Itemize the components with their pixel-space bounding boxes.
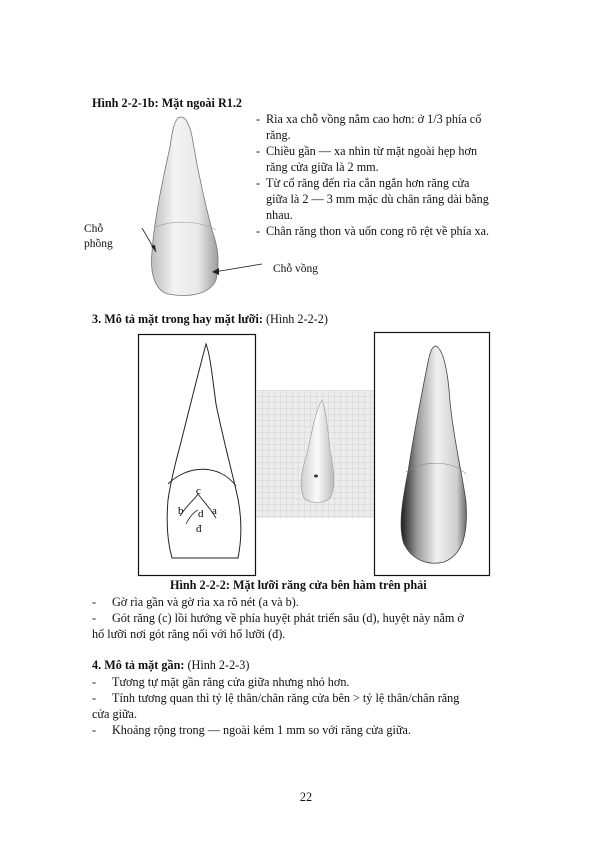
letter-a: a [212, 505, 217, 517]
letter-c: c [196, 485, 201, 497]
label-cho-phong: Chỗ phồng [84, 223, 113, 250]
note-item: - Chiều gần — xa nhìn từ mặt ngoài hẹp hơn răng cửa giữa là 2 mm. [256, 144, 478, 174]
note-item: - Rìa xa chỗ vồng nằm cao hơn: ở 1/3 phía cổ răng. [256, 112, 482, 142]
tooth-lingual-photo [374, 332, 490, 576]
letter-d: d [198, 508, 204, 520]
letter-dd: đ [196, 523, 202, 535]
list-item: - Khoảng rộng trong — ngoài kém 1 mm so với răng cửa giữa. [92, 723, 411, 737]
figure-2-caption: Hình 2-2-2: Mặt lưỡi răng cửa bên hàm trên phải [170, 578, 427, 592]
list-item: - Tính tương quan thì tỷ lệ thân/chân răng cửa bên > tỷ lệ thân/chân răng cửa giữa. [92, 691, 460, 721]
list-item: - Gót răng (c) lồi hướng về phía huyệt phát triển sâu (d), huyệt này nằm ở hố lưỡi nơi gót răng nối với hố lưỡi (đ). [92, 611, 464, 641]
note-item: - Chân răng thon và uốn cong rõ rệt về phía xa. [256, 224, 490, 238]
section-4-heading: 4. Mô tả mặt gần: (Hình 2-2-3) [92, 658, 250, 672]
label-cho-vong: Chỗ vồng [273, 263, 319, 275]
page-number: 22 [299, 790, 313, 804]
figure-2-notes [92, 594, 528, 642]
section-3-heading: 3. Mô tả mặt trong hay mặt lưỡi: (Hình 2-2-2) [92, 312, 328, 326]
list-item: - Tương tự mặt gần răng cửa giữa nhưng nhỏ hơn. [92, 675, 350, 689]
tooth-lingual-outline-diagram [138, 334, 256, 576]
figure-1-notes [256, 111, 528, 239]
tooth-on-grid-photo [256, 390, 374, 518]
figure-1-title: Hình 2-2-1b: Mặt ngoài R1.2 [92, 96, 242, 110]
note-item: - Từ cổ răng đến rìa cắn ngắn hơn răng cửa giữa là 2 — 3 mm mặc dù chân răng dài bằng nhau. [256, 176, 489, 222]
list-item: - Gờ rìa gần và gờ rìa xa rõ nét (a và b). [92, 595, 299, 609]
letter-b: b [178, 505, 184, 517]
section-4-notes [92, 674, 528, 738]
